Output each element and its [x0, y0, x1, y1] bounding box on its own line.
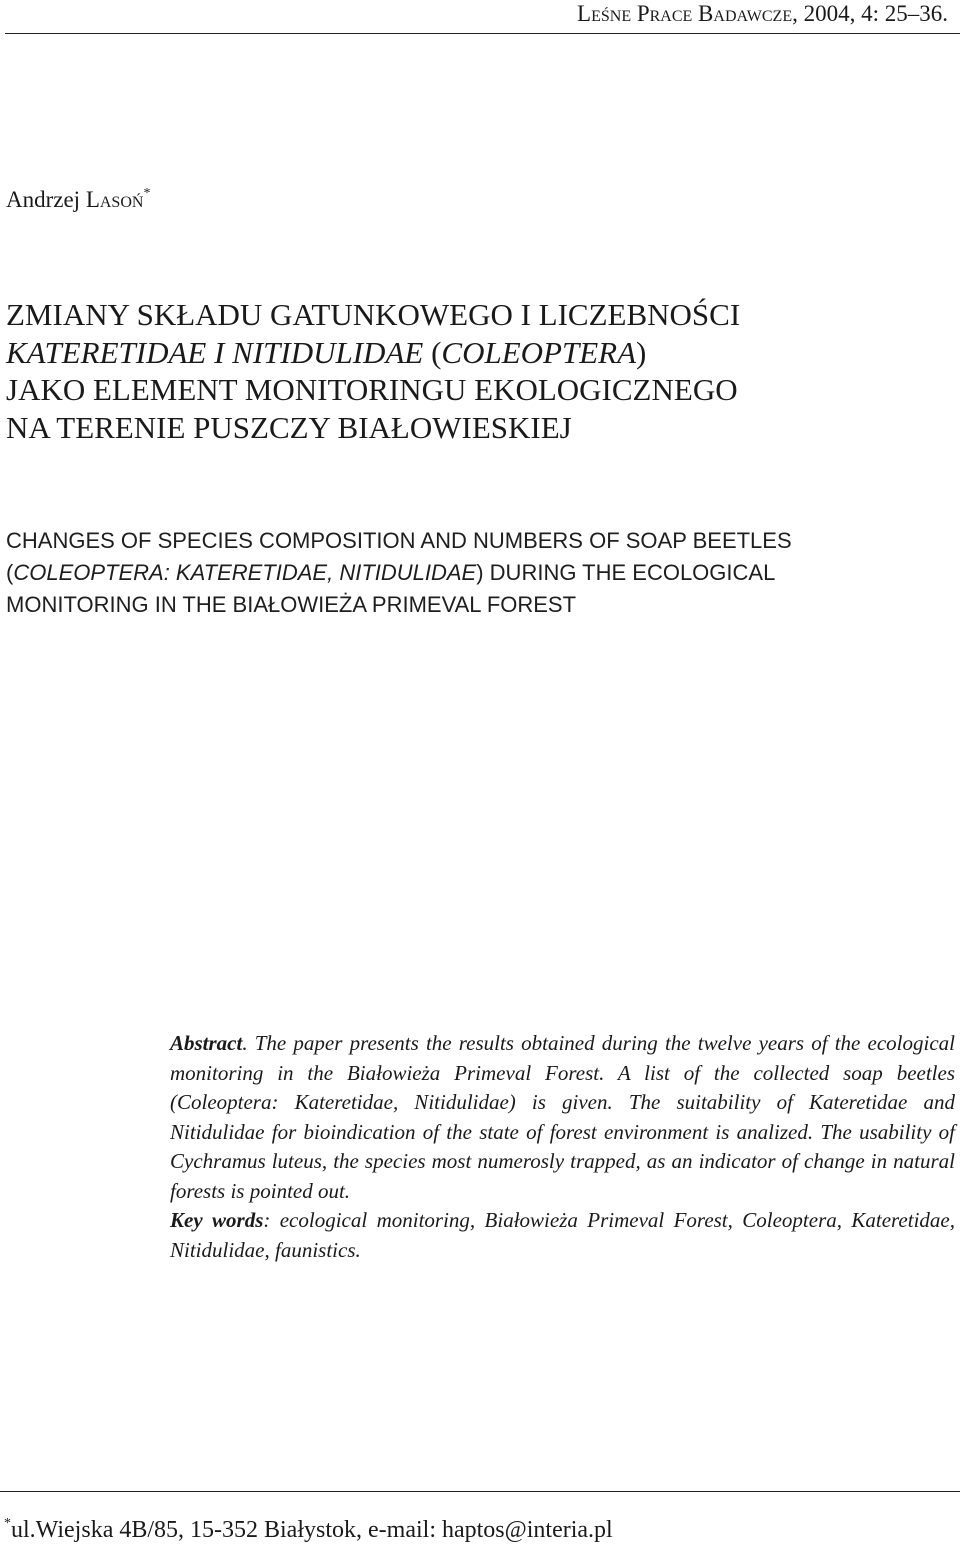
- polish-title-order: COLEOPTERA: [441, 334, 637, 370]
- english-title-taxa: COLEOPTERA: KATERETIDAE, NITIDULIDAE: [13, 560, 477, 585]
- abstract-paragraph: [170, 1029, 955, 1206]
- polish-title-line-2: [6, 334, 740, 372]
- english-title-paren-open: (: [6, 560, 14, 585]
- keywords-text: : ecological monitoring, Białowieża Primeval Forest, Coleoptera, Kateretidae, Nitidulidae, faunistics.: [170, 1208, 955, 1262]
- polish-title: [6, 296, 740, 446]
- keywords-label: Key words: [170, 1208, 264, 1232]
- abstract-text: . The paper presents the results obtained during the twelve years of the ecological monitoring in the Białowieża Primeval Forest. A list of the collected soap beetles (Coleoptera: Kateretidae, Nitidulidae) is given. The suitability of Kateretidae and Nitidulidae for bioindication of the state of forest environment is analized. The usability of Cychramus luteus, the species most numerosly trapped, as an indicator of change in natural forests is pointed out.: [170, 1031, 955, 1203]
- polish-title-line-1: ZMIANY SKŁADU GATUNKOWEGO I LICZEBNOŚCI: [6, 297, 741, 332]
- author-last-name: Lasoń: [85, 187, 144, 212]
- author-line: [6, 185, 150, 215]
- english-title-line-3: MONITORING IN THE BIAŁOWIEŻA PRIMEVAL FOREST: [6, 592, 577, 617]
- english-title-line-2-rest: ) DURING THE ECOLOGICAL: [476, 560, 776, 585]
- polish-title-taxa: KATERETIDAE I NITIDULIDAE: [6, 334, 424, 370]
- footnote-rule: [0, 1491, 960, 1492]
- abstract-label: Abstract: [170, 1031, 243, 1055]
- keywords-paragraph: [170, 1206, 955, 1265]
- polish-title-paren-open: (: [423, 334, 442, 370]
- english-title: [6, 525, 792, 621]
- footnote-text: ul.Wiejska 4B/85, 15-352 Białystok, e-mail: haptos@interia.pl: [11, 1517, 613, 1543]
- english-title-line-2: [6, 557, 792, 589]
- footnote-mark: *: [4, 1516, 11, 1531]
- header-rule: [5, 33, 960, 34]
- polish-title-line-4: NA TERENIE PUSZCZY BIAŁOWIESKIEJ: [6, 409, 572, 445]
- polish-title-line-3: JAKO ELEMENT MONITORINGU EKOLOGICZNEGO: [6, 372, 738, 407]
- footnote: [4, 1516, 613, 1544]
- running-head: Leśne Prace Badawcze, 2004, 4: 25–36.: [577, 1, 948, 26]
- author-footnote-mark: *: [143, 186, 151, 201]
- polish-title-paren-close: ): [636, 334, 647, 370]
- english-title-line-1: CHANGES OF SPECIES COMPOSITION AND NUMBERS OF SOAP BEETLES: [6, 528, 792, 553]
- author-first-name: Andrzej: [6, 187, 81, 212]
- abstract-block: [170, 1029, 955, 1265]
